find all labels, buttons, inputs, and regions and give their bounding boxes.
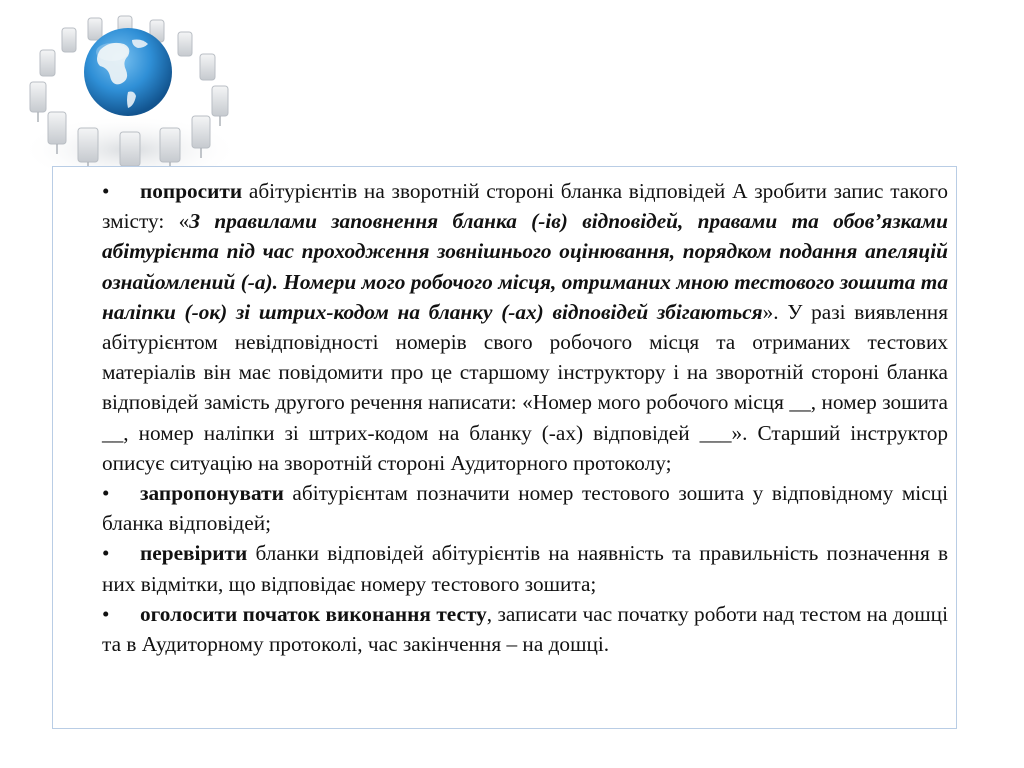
item-lead: оголосити початок виконання тесту [140,601,487,626]
item-text: абітурієнтів на зворотній стороні бланка відповідей А зробити запис такого змісту: « [102,179,948,234]
list-item [102,538,948,598]
item-text: бланки відповідей абітурієнтів на наявність та правильність позначення в них відмітки, що відповідає номеру тестового зошита; [102,541,948,596]
list-item [102,176,948,478]
item-lead: попросити [140,179,243,203]
instructions-text-box [52,166,957,729]
bullet-icon: • [102,541,110,566]
bullet-icon: • [102,179,110,203]
item-text: , записати час початку роботи над тестом на дошці та в Аудиторному протоколі, час закінчення – на дошці. [102,601,948,657]
item-lead: перевірити [140,541,248,566]
item-text: абітурієнтам позначити номер тестового зошита у відповідному місці бланка відповідей; [102,481,948,536]
item-text-continued: ». У разі виявлення абітурієнтом невідповідності номерів свого робочого місця та отриманих тестових матеріалів він має повідомити про це старшому інструктору і на зворотній стороні бланка відповідей замість другого речення написати: «Номер мого робочого місця __, номер зошита __, номер наліпки зі штрих-кодом на бланку (-ах) відповідей ___». Старший інструктор описує ситуацію на зворотній стороні Аудиторного протоколу; [102,299,948,475]
item-lead: запропонувати [140,481,284,506]
bullet-icon: • [102,481,110,506]
bullet-icon: • [102,601,110,626]
list-item [102,478,948,538]
list-item [102,599,948,659]
item-quote: З правилами заповнення бланка (-ів) відповідей, правами та обов’язками абітурієнта під час проходження зовнішнього оцінювання, порядком подання апеляцій ознайомлений (-а). Номери мого робочого місця, отриманих мною тестового зошита та наліпки (-ок) зі штрих-кодом на бланку (-ах) відповідей збігаються [102,209,948,324]
